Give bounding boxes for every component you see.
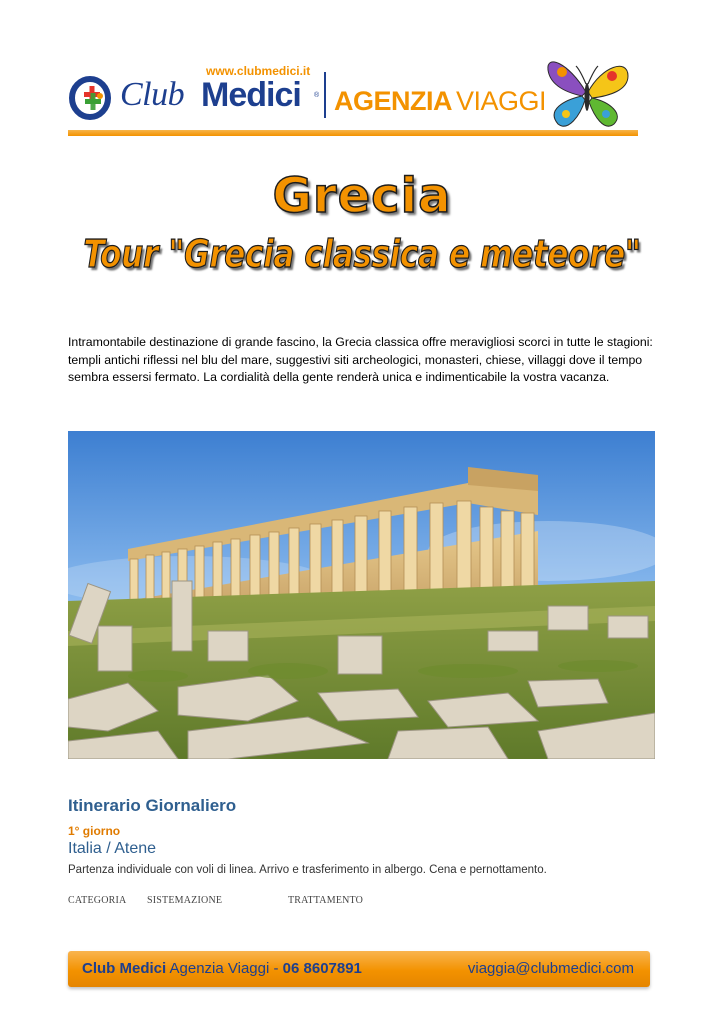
logo-divider <box>324 72 326 118</box>
butterfly-icon <box>538 52 634 130</box>
day-city: Italia / Atene <box>68 840 157 857</box>
column-sistemazione: SISTEMAZIONE <box>147 895 223 906</box>
registered-mark: ® <box>314 92 320 99</box>
column-categoria: CATEGORIA <box>68 895 127 906</box>
day-label: 1° giorno <box>68 824 121 838</box>
footer-phone[interactable]: 06 8607891 <box>282 960 362 977</box>
website-url[interactable]: www.clubmedici.it <box>206 64 311 78</box>
footer-agency: Agenzia Viaggi - <box>166 960 283 977</box>
brand-viaggi: VIAGGI <box>456 86 547 116</box>
tour-title: Tour "Grecia classica e meteore" <box>83 232 641 276</box>
day-description: Partenza individuale con voli di linea. Arrivo e trasferimento in albergo. Cena e pernottamento. <box>68 864 547 876</box>
intro-paragraph: Intramontabile destinazione di grande fascino, la Grecia classica offre meravigliosi scorci in tutte le stagioni: templi antichi riflessi nel blu del mare, suggestivi siti archeologici, monasteri, chiese, villaggi dove il tempo sembra essersi fermato. La cordialità della gente renderà unica e indimenticabile la vostra vacanza. <box>68 335 653 384</box>
parthenon-photo <box>68 431 655 759</box>
parthenon-image <box>68 431 655 759</box>
brand-agenzia: AGENZIA <box>334 86 452 116</box>
header-rule <box>68 130 638 136</box>
column-trattamento: TRATTAMENTO <box>288 895 364 906</box>
clubmedici-logo-icon <box>68 74 118 124</box>
header-logo <box>68 50 638 140</box>
footer-bar <box>68 951 650 987</box>
itinerary-heading: Itinerario Giornaliero <box>68 796 237 815</box>
footer-contact <box>82 960 362 977</box>
footer-brand: Club Medici <box>82 960 167 977</box>
brand-medici: Medici <box>201 76 301 114</box>
brand-club: Club <box>120 76 185 113</box>
footer-email[interactable]: viaggia@clubmedici.com <box>467 960 634 977</box>
page-title: Grecia <box>272 168 452 224</box>
